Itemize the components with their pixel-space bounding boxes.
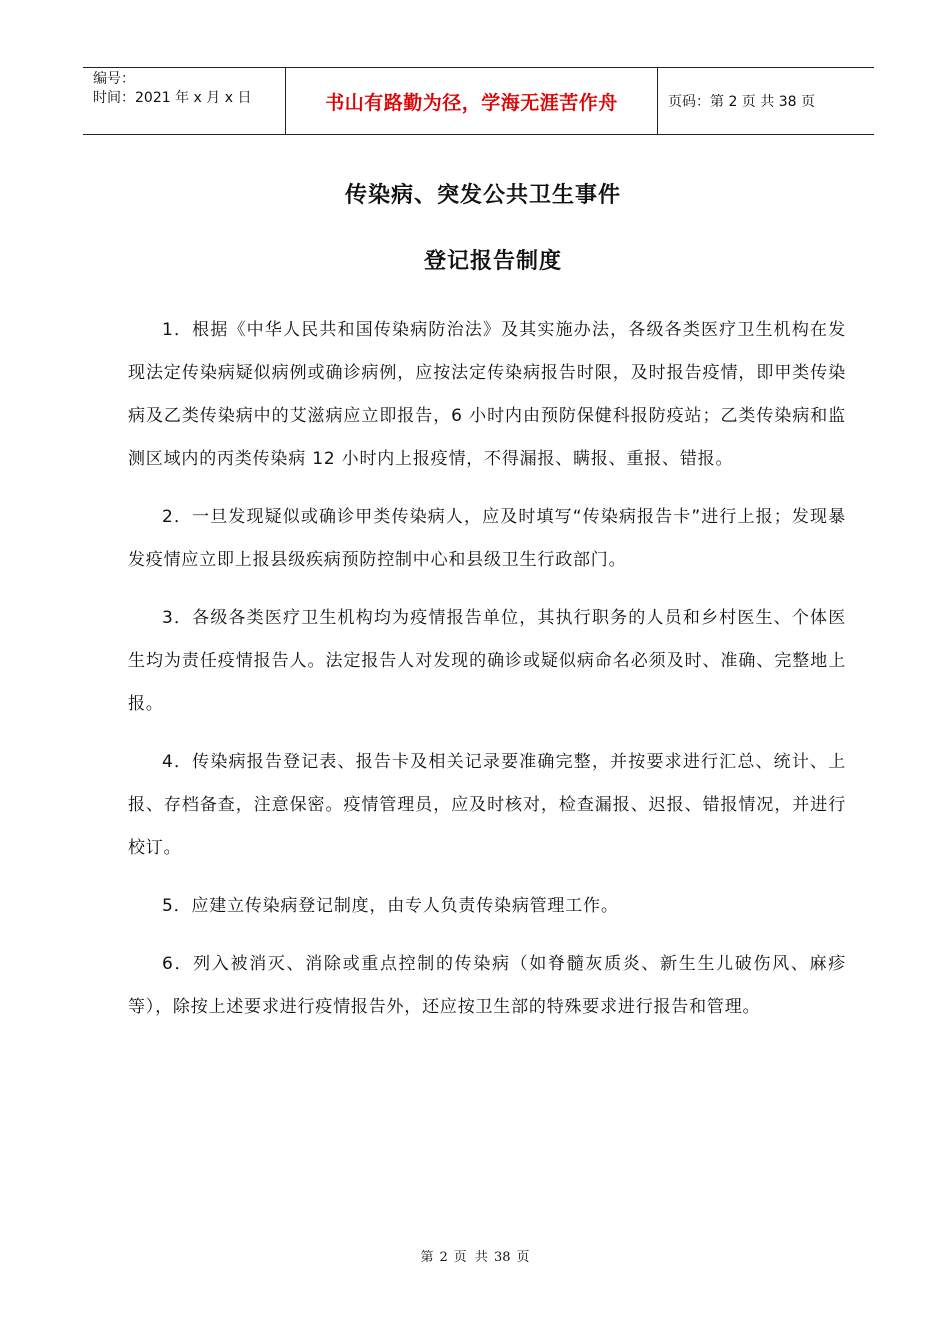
footer-mid: 页 共 <box>453 1250 488 1265</box>
paragraph-3: 3．各级各类医疗卫生机构均为疫情报告单位，其执行职务的人员和乡村医生、个体医生均为责任疫情报告人。法定报告人对发现的确诊或疑似病命名必须及时、准确、完整地上报。 <box>128 608 846 714</box>
header-motto-cell <box>286 68 658 134</box>
document-title-line-1: 传染病、突发公共卫生事件 <box>344 183 621 208</box>
footer-suffix: 页 <box>516 1250 530 1265</box>
document-body <box>128 309 846 1044</box>
header-page-cell <box>658 68 874 134</box>
header-motto: 书山有路勤为径，学海无涯苦作舟 <box>325 91 618 114</box>
header-page-label: 页码：第 2 页 共 38 页 <box>668 94 815 110</box>
header-table <box>83 67 874 135</box>
document-title-line-2: 登记报告制度 <box>423 249 562 274</box>
paragraph-5: 5．应建立传染病登记制度，由专人负责传染病管理工作。 <box>162 896 619 916</box>
paragraph-2: 2．一旦发现疑似或确诊甲类传染病人，应及时填写“传染病报告卡”进行上报；发现暴发疫情应立即上报县级疾病预防控制中心和县级卫生行政部门。 <box>128 507 846 570</box>
footer-prefix: 第 <box>420 1250 434 1265</box>
document-number-label: 编号： <box>93 71 135 87</box>
footer-total-pages: 38 <box>493 1250 511 1265</box>
header-meta-cell <box>83 68 286 134</box>
paragraph-6: 6．列入被消灭、消除或重点控制的传染病（如脊髓灰质炎、新生生儿破伤风、麻疹等），除按上述要求进行疫情报告外，还应按卫生部的特殊要求进行报告和管理。 <box>128 954 846 1017</box>
document-time-label: 时间：2021 年 x 月 x 日 <box>93 90 252 106</box>
page-footer <box>0 1246 950 1265</box>
paragraph-4: 4．传染病报告登记表、报告卡及相关记录要准确完整，并按要求进行汇总、统计、上报、存档备查，注意保密。疫情管理员，应及时核对，检查漏报、迟报、错报情况，并进行校订。 <box>128 752 846 858</box>
paragraph-1: 1．根据《中华人民共和国传染病防治法》及其实施办法，各级各类医疗卫生机构在发现法定传染病疑似病例或确诊病例，应按法定传染病报告时限，及时报告疫情，即甲类传染病及乙类传染病中的艾滋病应立即报告，6 小时内由预防保健科报防疫站；乙类传染病和监测区域内的丙类传染病 12 小时内上报疫情，不得漏报、瞒报、重报、错报。 <box>128 320 846 469</box>
footer-page-number: 2 <box>439 1250 448 1265</box>
